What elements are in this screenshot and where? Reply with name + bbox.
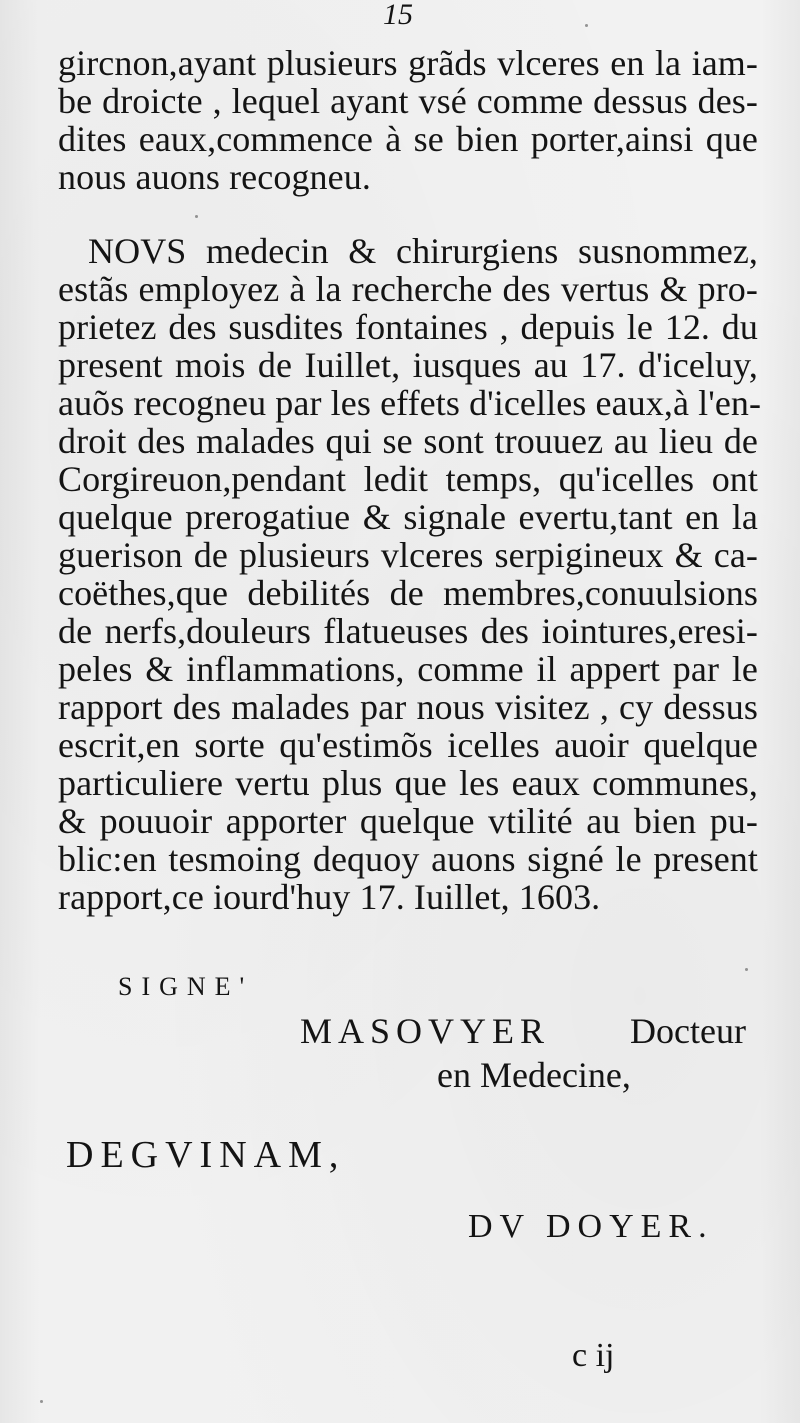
text-line: present mois de Iuillet, iusques au 17. d'iceluy, [58, 345, 758, 385]
paper-speck [745, 968, 748, 971]
paper-speck [585, 24, 588, 27]
text-line: prietez des susdites fontaines , depuis le 12. du [58, 307, 758, 347]
text-line: gircnon,ayant plusieurs grãds vlceres en la iam- [58, 43, 758, 83]
text-line: dites eaux,commence à se bien porter,ainsi que [58, 119, 758, 159]
text-line: peles & inflammations, comme il appert par le [58, 649, 758, 689]
text-line: guerison de plusieurs vlceres serpigineux & ca- [58, 535, 758, 575]
text-line: coëthes,que debilités de membres,conuulsions [58, 573, 758, 613]
text-line: auõs recogneu par les effets d'icelles eaux,à l'en- [58, 383, 762, 423]
signatory-deguinam: DEGVINAM, [66, 1134, 346, 1176]
signatory-dudoyer: DV DOYER. [468, 1208, 714, 1245]
paper-speck [195, 215, 198, 218]
text-line: rapport des malades par nous visitez , cy dessus [58, 687, 758, 727]
text-line: blic:en tesmoing dequoy auons signé le present [58, 839, 758, 879]
text-line: de nerfs,douleurs flatueuses des iointures,eresi- [58, 611, 758, 651]
signatory-title-continued: en Medecine, [437, 1055, 631, 1095]
text-line: rapport,ce iourd'huy 17. Iuillet, 1603. [58, 877, 601, 917]
text-line: nous auons recogneu. [58, 157, 371, 197]
paper-speck [40, 1400, 43, 1403]
text-line: Corgireuon,pendant ledit temps, qu'icelles ont [58, 459, 758, 499]
text-line: escrit,en sorte qu'estimõs icelles auoir quelque [58, 725, 758, 765]
text-line: estãs employez à la recherche des vertus & pro- [58, 269, 758, 309]
text-line: droit des malades qui se sont trouuez au lieu de [58, 421, 758, 461]
text-line: quelque prerogatiue & signale evertu,tant en la [58, 497, 758, 537]
paragraph-opening-line: NOVS medecin & chirurgiens susnommez, [88, 231, 758, 271]
page-number: 15 [383, 0, 413, 31]
signatory-title: Docteur [630, 1011, 746, 1051]
printer-signature-mark: c ij [572, 1337, 615, 1374]
signatory-masovyer: MASOVYER [300, 1011, 551, 1051]
signe-label: SIGNE' [118, 972, 254, 1001]
text-line: particuliere vertu plus que les eaux communes, [58, 763, 758, 803]
text-line: & pouuoir apporter quelque vtilité au bien pu- [58, 801, 758, 841]
text-line: be droicte , lequel ayant vsé comme dessus des- [58, 81, 758, 121]
